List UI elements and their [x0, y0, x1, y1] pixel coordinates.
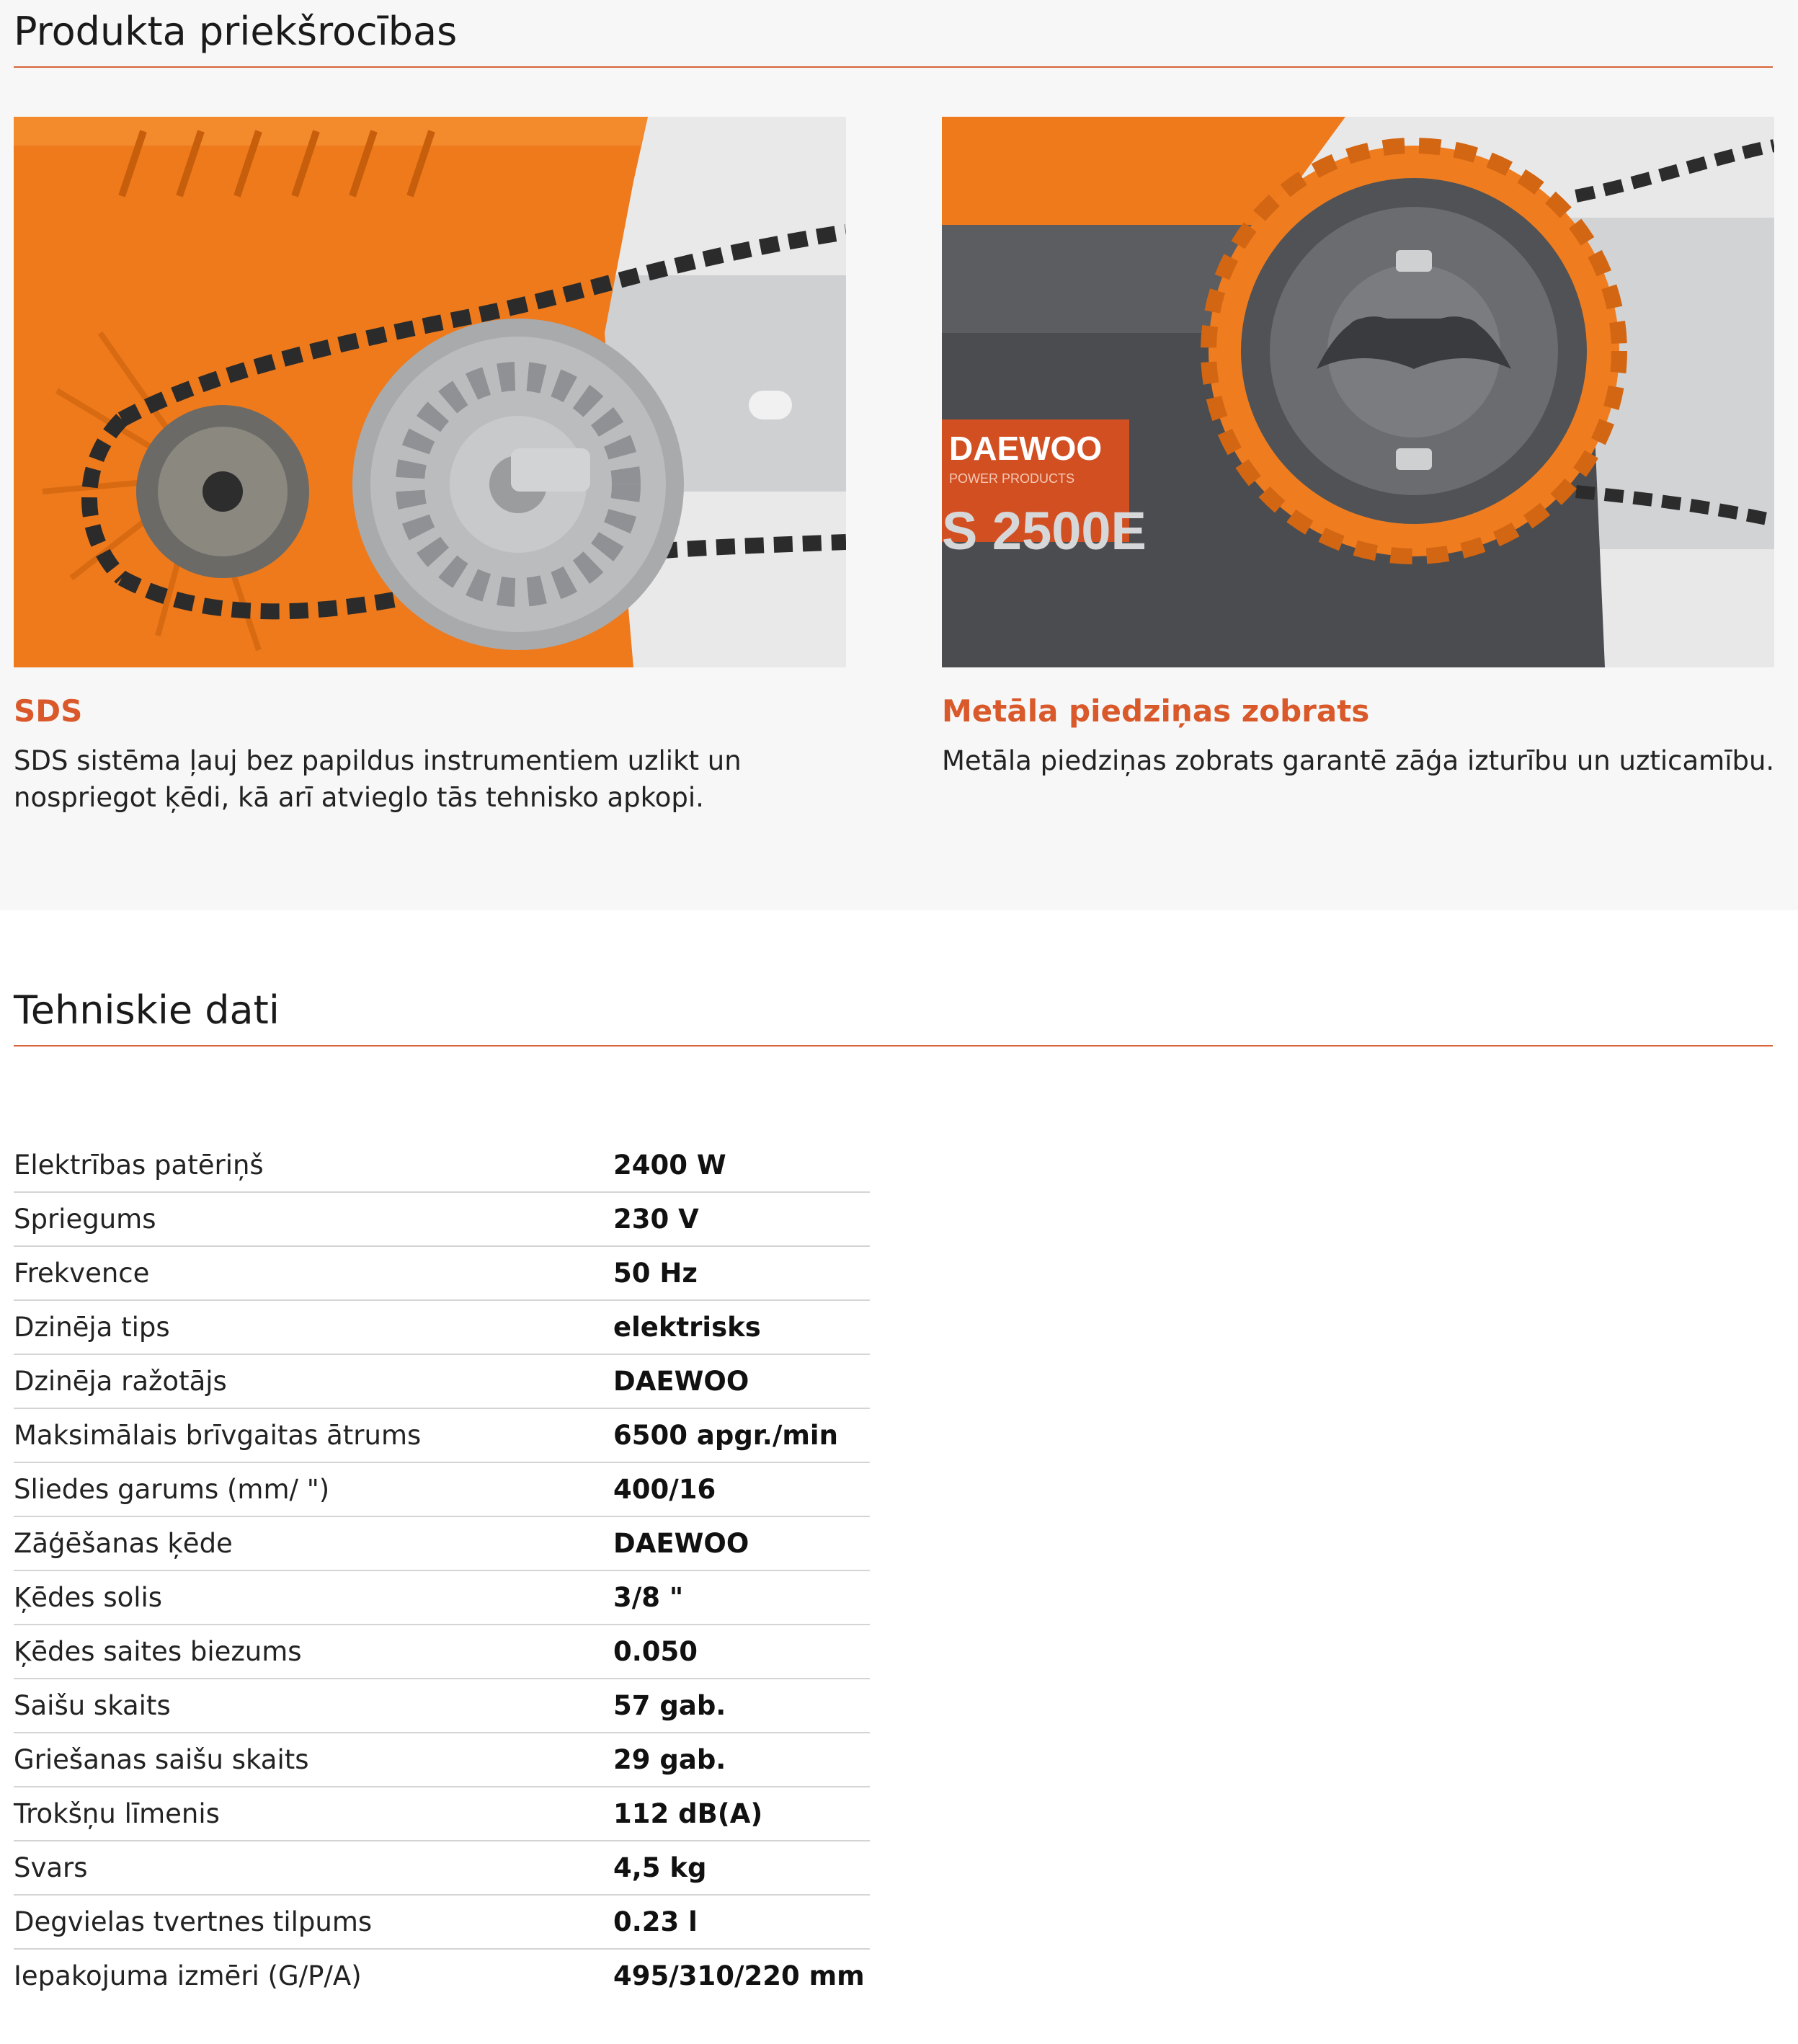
spec-value: 400/16 [613, 1462, 870, 1516]
spec-row [14, 1787, 870, 1841]
spec-row [14, 1679, 870, 1733]
spec-label: Saišu skaits [14, 1679, 613, 1733]
spec-value: 57 gab. [613, 1679, 870, 1733]
spec-value: DAEWOO [613, 1354, 870, 1408]
metal-sprocket-feature-image [942, 117, 1774, 667]
specs-heading: Tehniskie dati [14, 987, 280, 1033]
features-heading-rule [14, 66, 1773, 68]
spec-row [14, 1733, 870, 1787]
spec-value: 495/310/220 mm [613, 1960, 865, 1991]
spec-row [14, 1408, 870, 1462]
spec-label: Degvielas tvertnes tilpums [14, 1895, 613, 1949]
sprocket-image-sub-label: POWER PRODUCTS [949, 471, 1075, 486]
spec-label: Griešanas saišu skaits [14, 1733, 613, 1787]
sds-feature-title: SDS [14, 693, 83, 729]
spec-row [14, 1246, 870, 1300]
spec-value: DAEWOO [613, 1516, 870, 1570]
spec-value: 112 dB(A) [613, 1787, 870, 1841]
spec-value: 29 gab. [613, 1733, 870, 1787]
spec-value: 4,5 kg [613, 1841, 870, 1895]
spec-row [14, 1139, 870, 1192]
specs-heading-rule [14, 1045, 1773, 1047]
spec-label: Zāģēšanas ķēde [14, 1516, 613, 1570]
spec-label: Svars [14, 1841, 613, 1895]
spec-label: Trokšņu līmenis [14, 1787, 613, 1841]
spec-label: Elektrības patēriņš [14, 1139, 613, 1192]
spec-label: Ķēdes solis [14, 1570, 613, 1625]
spec-row [14, 1949, 870, 2002]
metal-sprocket-feature-title: Metāla piedziņas zobrats [942, 693, 1370, 729]
spec-value: 50 Hz [613, 1246, 870, 1300]
spec-row [14, 1570, 870, 1625]
spec-value: elektrisks [613, 1300, 870, 1354]
spec-value: 3/8 " [613, 1570, 870, 1625]
spec-row [14, 1516, 870, 1570]
spec-value: 0.23 l [613, 1895, 870, 1949]
spec-value: 2400 W [613, 1139, 870, 1192]
spec-label: Maksimālais brīvgaitas ātrums [14, 1408, 613, 1462]
features-heading: Produkta priekšrocības [14, 9, 458, 54]
spec-label: Dzinēja ražotājs [14, 1354, 613, 1408]
spec-row [14, 1841, 870, 1895]
metal-sprocket-feature-description: Metāla piedziņas zobrats garantē zāģa izturību un uzticamību. [942, 745, 1775, 776]
spec-label: Spriegums [14, 1192, 613, 1246]
spec-row [14, 1462, 870, 1516]
specs-table [14, 1139, 870, 2002]
spec-value: 6500 apgr./min [613, 1408, 870, 1462]
spec-label: Iepakojuma izmēri (G/P/A) [14, 1960, 362, 1991]
spec-label: Ķēdes saites biezums [14, 1625, 613, 1679]
spec-row [14, 1354, 870, 1408]
spec-label: Dzinēja tips [14, 1300, 613, 1354]
sprocket-image-brand-label: DAEWOO [949, 430, 1103, 467]
sds-feature-description: SDS sistēma ļauj bez papildus instrumentiem uzlikt un nospriegot ķēdi, kā arī atvieglo tās tehnisko apkopi. [14, 745, 742, 813]
spec-row [14, 1192, 870, 1246]
spec-value: 230 V [613, 1192, 870, 1246]
sds-feature-image [14, 117, 846, 667]
sprocket-image-model-label: S 2500E [942, 501, 1147, 561]
spec-label: Sliedes garums (mm/ ") [14, 1462, 613, 1516]
spec-label: Frekvence [14, 1246, 613, 1300]
spec-row [14, 1300, 870, 1354]
spec-row [14, 1895, 870, 1949]
spec-value: 0.050 [613, 1625, 870, 1679]
spec-row [14, 1625, 870, 1679]
